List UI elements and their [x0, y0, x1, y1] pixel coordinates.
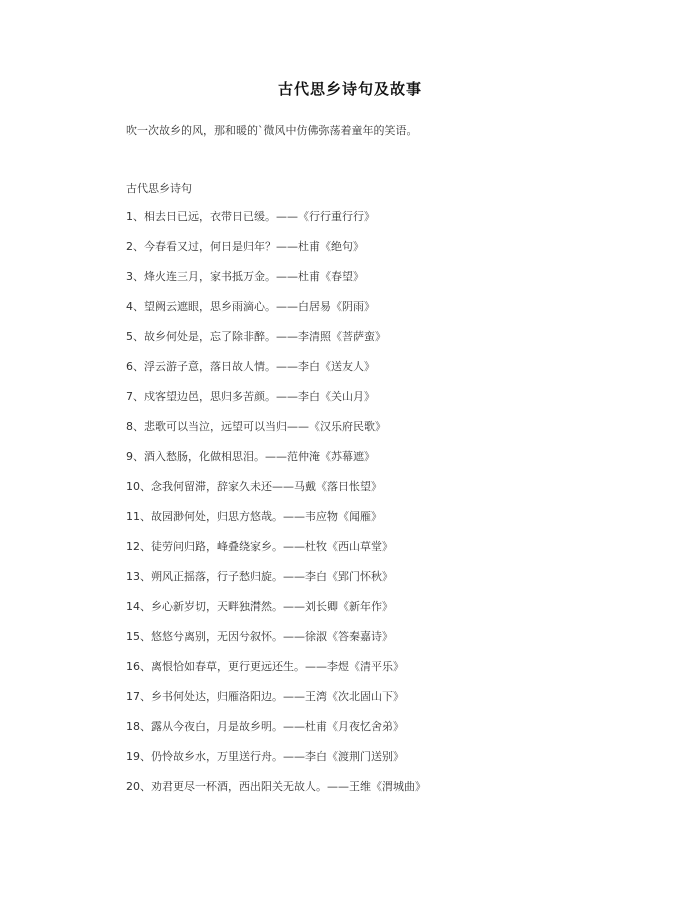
intro-paragraph: 吹一次故乡的风，那和暖的`微风中仿佛弥荡着童年的笑语。 [126, 124, 418, 137]
poem-line: 3、烽火连三月，家书抵万金。——杜甫《春望》 [126, 270, 364, 283]
poem-line: 7、戍客望边邑，思归多苦颜。——李白《关山月》 [126, 390, 375, 403]
poem-line: 4、望阙云遮眼，思乡雨滴心。——白居易《阴雨》 [126, 300, 375, 313]
poem-line: 11、故园渺何处，归思方悠哉。——韦应物《闻雁》 [126, 510, 382, 523]
document-title: 古代思乡诗句及故事 [277, 80, 422, 98]
poem-line: 8、悲歌可以当泣，远望可以当归——《汉乐府民歌》 [126, 420, 386, 433]
poem-line: 18、露从今夜白，月是故乡明。——杜甫《月夜忆舍弟》 [126, 720, 404, 733]
poem-line: 19、仍怜故乡水，万里送行舟。——李白《渡荆门送别》 [126, 750, 404, 763]
poem-line: 10、念我何留滞，辞家久未还——马戴《落日怅望》 [126, 480, 382, 493]
poem-line: 13、朔风正摇落，行子愁归旋。——李白《郢门怀秋》 [126, 570, 393, 583]
poem-line: 14、乡心新岁切，天畔独潸然。——刘长卿《新年作》 [126, 600, 393, 613]
poem-line: 16、离恨恰如春草，更行更远还生。——李煜《清平乐》 [126, 660, 404, 673]
poem-line: 2、今春看又过，何日是归年？——杜甫《绝句》 [126, 240, 364, 253]
poem-line: 15、悠悠兮离别，无因兮叙怀。——徐淑《答秦嘉诗》 [126, 630, 393, 643]
poem-line: 6、浮云游子意，落日故人情。——李白《送友人》 [126, 360, 375, 373]
poem-line: 9、酒入愁肠，化做相思泪。——范仲淹《苏幕遮》 [126, 450, 375, 463]
section-heading: 古代思乡诗句 [126, 182, 192, 195]
poem-line: 5、故乡何处是，忘了除非醉。——李清照《菩萨蛮》 [126, 330, 386, 343]
poem-line: 20、劝君更尽一杯酒，西出阳关无故人。——王维《渭城曲》 [126, 780, 426, 793]
poem-line: 12、徒劳问归路，峰叠绕家乡。——杜牧《西山草堂》 [126, 540, 393, 553]
poem-list [126, 210, 426, 810]
poem-line: 17、乡书何处达，归雁洛阳边。——王湾《次北固山下》 [126, 690, 404, 703]
poem-line: 1、相去日已远，衣带日已缓。——《行行重行行》 [126, 210, 375, 223]
